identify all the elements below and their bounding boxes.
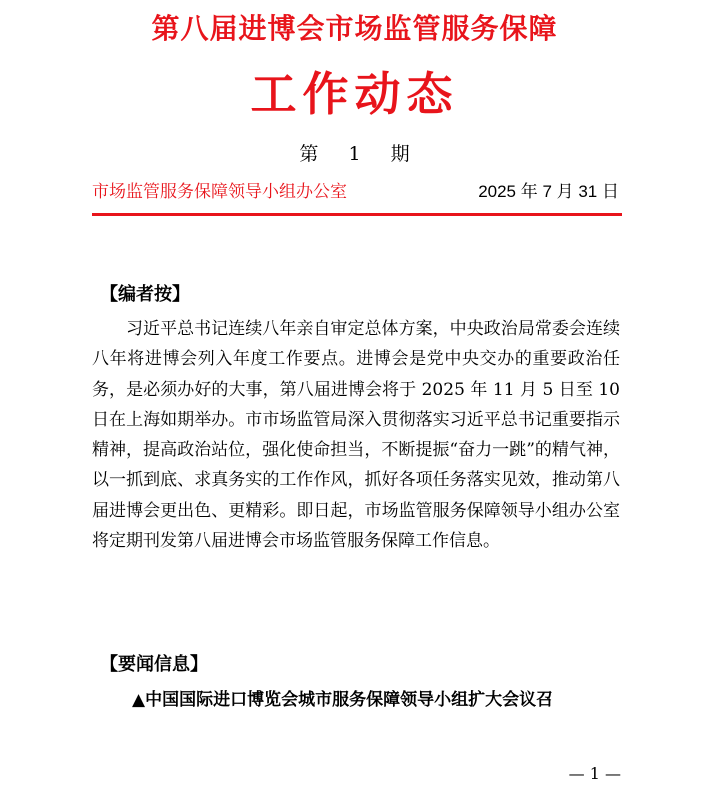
editor-note-heading: 【编者按】 xyxy=(100,284,190,305)
issue-prefix: 第 xyxy=(299,143,319,165)
header-red-rule xyxy=(92,213,622,216)
issue-number: 1 xyxy=(348,143,361,165)
issuing-office: 市场监管服务保障领导小组办公室 xyxy=(92,182,347,202)
news-item: ▲中国国际进口博览会城市服务保障领导小组扩大会议召 xyxy=(132,690,554,710)
editor-note-body: 习近平总书记连续八年亲自审定总体方案，中央政治局常委会连续八年将进博会列入年度工作要点。进博会是党中央交办的重要政治任务，是必须办好的大事，第八届进博会将于 2025 年 11 月 5 日至 10 日在上海如期举办。市市场监管局深入贯彻落实习近平总书记重要指示精神，提高政治站位，强化使命担当，不断提振“奋力一跳”的精气神，以一抓到底、求真务实的工作作风，抓好各项任务落实见效，推动第八届进博会更出色、更精彩。即日起，市场监管服务保障领导小组办公室将定期刊发第八届进博会市场监管服务保障工作信息。 xyxy=(92,319,620,552)
issue-number-line xyxy=(0,142,709,166)
news-heading: 【要闻信息】 xyxy=(100,654,208,675)
issue-date: 2025 年 7 月 31 日 xyxy=(478,182,619,201)
bulletin-title: 第八届进博会市场监管服务保障 xyxy=(151,12,558,45)
issue-suffix: 期 xyxy=(390,143,410,165)
page-number: — 1 — xyxy=(568,764,621,783)
bulletin-subtitle: 工作动态 xyxy=(250,67,459,121)
